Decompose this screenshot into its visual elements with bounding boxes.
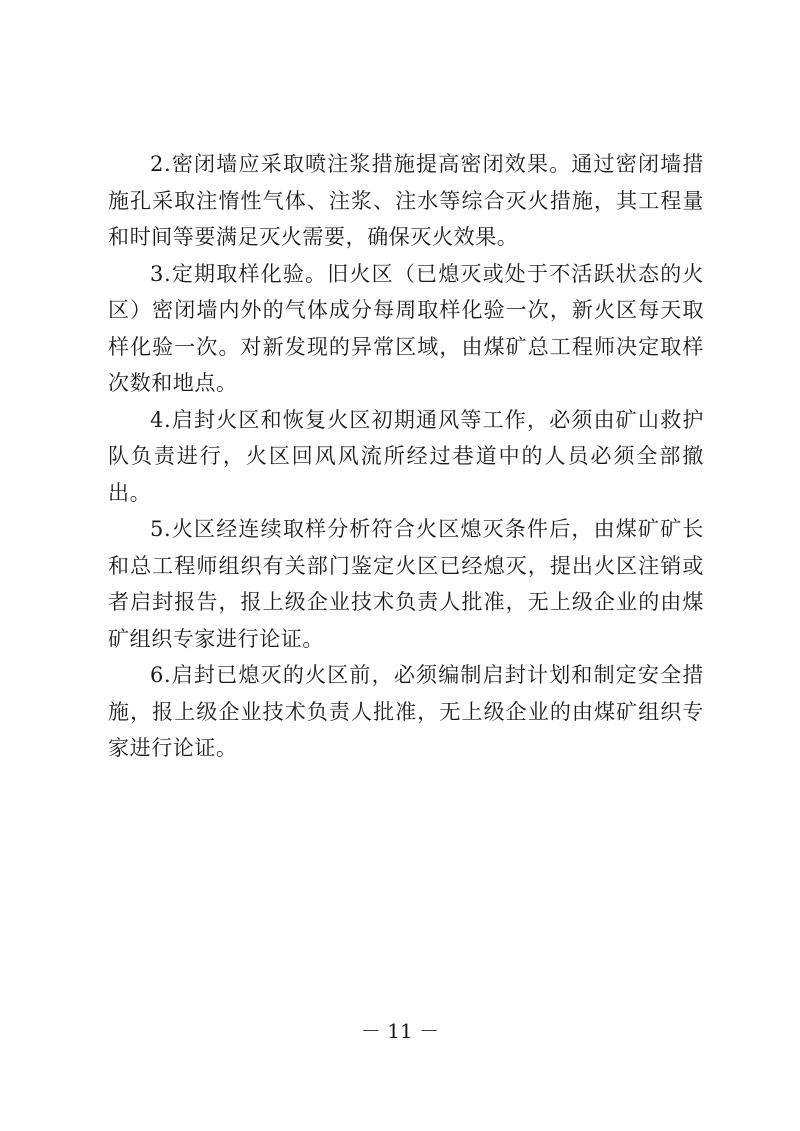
page-number: － 11 － — [360, 1019, 440, 1043]
paragraph-item-4: 4.启封火区和恢复火区初期通风等工作，必须由矿山救护队负责进行，火区回风风流所经过巷道中的人员必须全部撤出。 — [108, 407, 704, 505]
paragraph-item-3: 3.定期取样化验。旧火区（已熄灭或处于不活跃状态的火区）密闭墙内外的气体成分每周取样化验一次，新火区每天取样化验一次。对新发现的异常区域，由煤矿总工程师决定取样次数和地点。 — [108, 261, 704, 395]
paragraph-item-2: 2.密闭墙应采取喷注浆措施提高密闭效果。通过密闭墙措施孔采取注惰性气体、注浆、注水等综合灭火措施，其工程量和时间等要满足灭火需要，确保灭火效果。 — [108, 152, 704, 249]
paragraph-item-6: 6.启封已熄灭的火区前，必须编制启封计划和制定安全措施，报上级企业技术负责人批准，无上级企业的由煤矿组织专家进行论证。 — [108, 663, 704, 760]
document-body — [108, 146, 704, 767]
paragraph-item-5: 5.火区经连续取样分析符合火区熄灭条件后，由煤矿矿长和总工程师组织有关部门鉴定火区已经熄灭，提出火区注销或者启封报告，报上级企业技术负责人批准，无上级企业的由煤矿组织专家进行论证。 — [108, 517, 704, 651]
